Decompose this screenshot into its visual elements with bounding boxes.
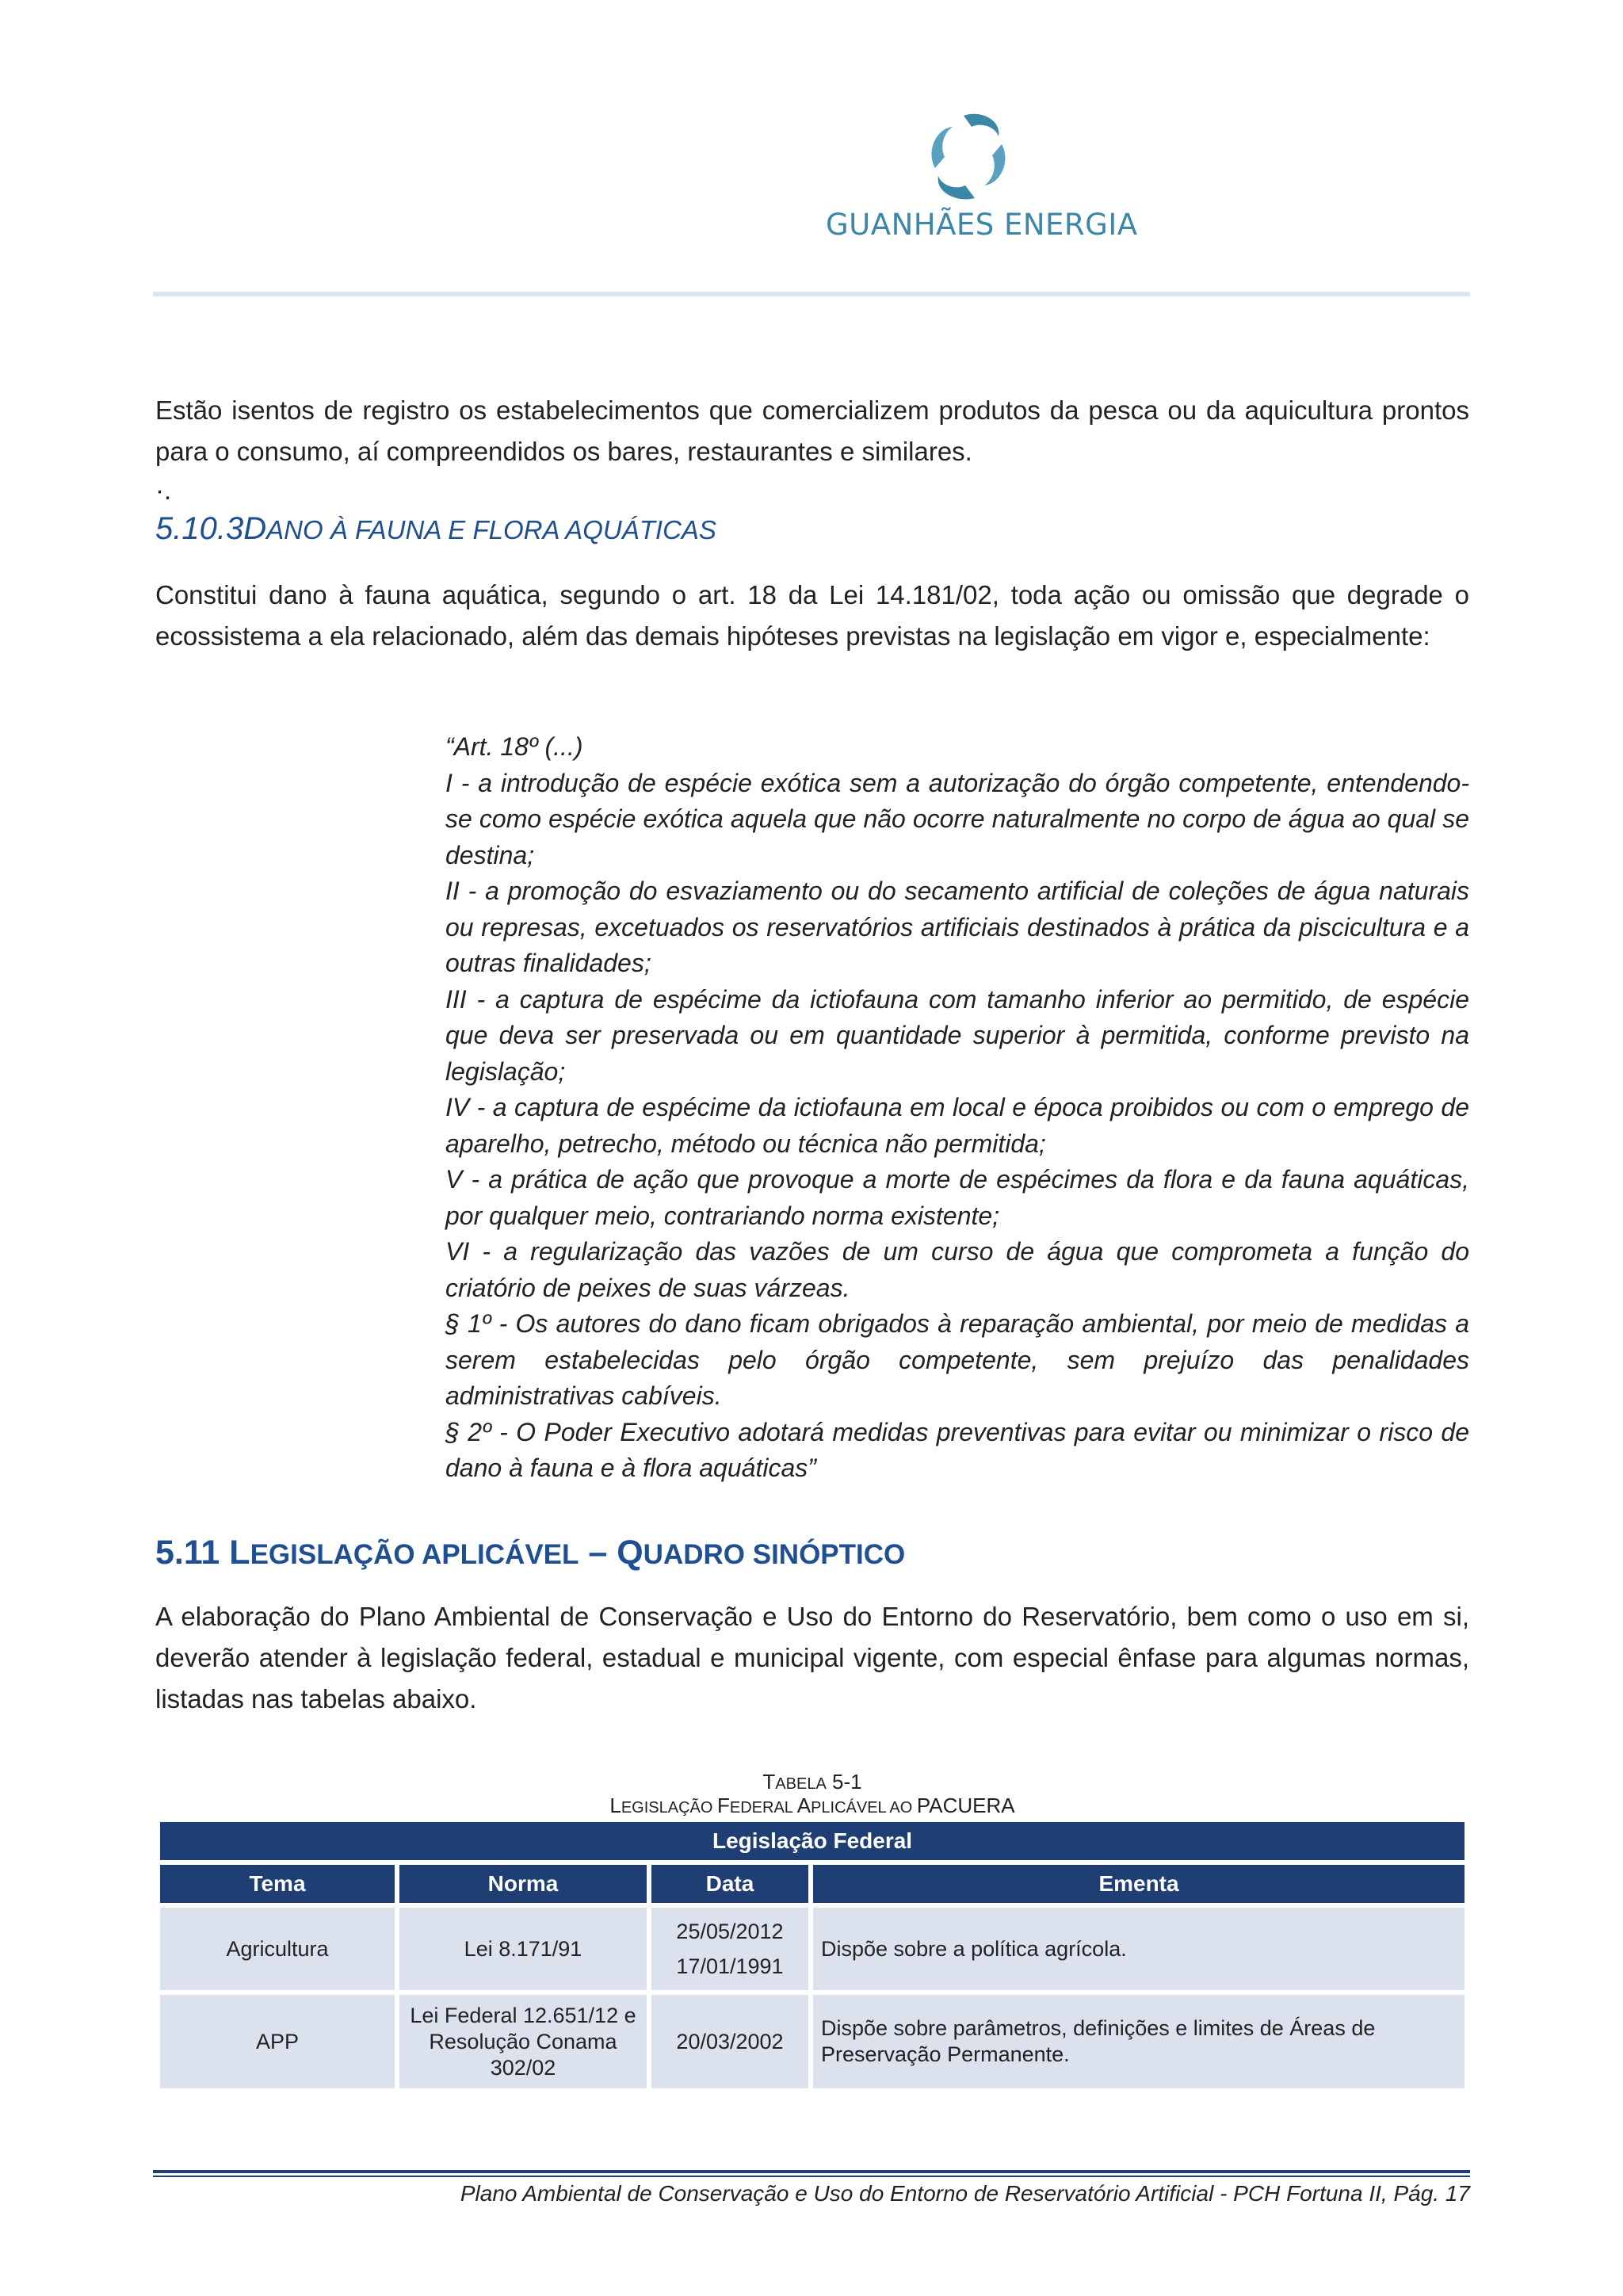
footer-divider-thin bbox=[153, 2176, 1470, 2177]
caption-letter: T bbox=[762, 1770, 776, 1794]
cell-norma: Lei 8.171/91 bbox=[399, 1908, 647, 1990]
intro-text: Estão isentos de registro os estabelecimentos que comercializem produtos da pesca ou da aquicultura prontos para o consumo, aí compreendidos os bares, restaurantes e similares. bbox=[155, 395, 1469, 466]
title-dash: – bbox=[579, 1534, 617, 1572]
table-row bbox=[160, 1908, 1465, 1990]
caption-acronym: PACUERA bbox=[916, 1794, 1015, 1817]
cell-data: 20/03/2002 bbox=[651, 1995, 808, 2088]
section-number: 5.10.3 bbox=[155, 511, 244, 546]
intro-paragraph bbox=[155, 390, 1469, 472]
column-header-ementa: Ementa bbox=[813, 1865, 1465, 1903]
caption-letter: L bbox=[609, 1794, 621, 1817]
caption-letter: F bbox=[716, 1794, 730, 1817]
caption-number: 5-1 bbox=[826, 1770, 862, 1794]
date-2: 17/01/1991 bbox=[676, 1954, 784, 1978]
table-caption-title bbox=[155, 1794, 1469, 1818]
quote-line: § 1º - Os autores do dano ficam obrigados à reparação ambiental, por meio de medidas a serem estabelecidas pelo órgão competente, sem prejuízo das penalidades administrativas cabíveis. bbox=[445, 1309, 1469, 1410]
law-quote bbox=[445, 729, 1469, 1487]
table-row bbox=[160, 1995, 1465, 2088]
cell-data bbox=[651, 1908, 808, 1990]
column-header-data: Data bbox=[651, 1865, 808, 1903]
caption-small-caps: ABELA bbox=[775, 1775, 827, 1793]
quote-line: V - a prática de ação que provoque a morte de espécimes da flora e da fauna aquáticas, por qualquer meio, contrariando norma existente; bbox=[445, 1165, 1469, 1230]
section-title-rest: ANO À FAUNA E FLORA AQUÁTICAS bbox=[266, 515, 716, 544]
quote-line: I - a introdução de espécie exótica sem a autorização do órgão competente, entendendo-se como espécie exótica aquela que não ocorre naturalmente no corpo de água ao qual se destina; bbox=[445, 768, 1469, 869]
logo-text: GUANHÃES ENERGIA bbox=[826, 208, 1138, 242]
cell-ementa: Dispõe sobre parâmetros, definições e limites de Áreas de Preservação Permanente. bbox=[813, 1995, 1465, 2088]
caption-small-caps: EGISLAÇÃO bbox=[621, 1799, 717, 1817]
quote-line: II - a promoção do esvaziamento ou do secamento artificial de coleções de água naturais ou represas, excetuados os reservatórios artificiais destinados à prática da piscicultura e a outras finalidades; bbox=[445, 877, 1469, 977]
section-heading-5-10-3 bbox=[155, 511, 716, 547]
logo-swirl-icon bbox=[926, 109, 1013, 204]
caption-small-caps: EDERAL bbox=[729, 1799, 797, 1817]
caption-letter: A bbox=[796, 1794, 812, 1817]
title-initial-1: L bbox=[229, 1534, 250, 1572]
section-5-10-3-paragraph bbox=[155, 575, 1469, 657]
paragraph-text: A elaboração do Plano Ambiental de Conservação e Uso do Entorno do Reservatório, bem como o uso em si, deverão atender à legislação federal, estadual e municipal vigente, com especial ênfase para algumas normas, listadas nas tabelas abaixo. bbox=[155, 1602, 1469, 1713]
cell-tema: APP bbox=[160, 1995, 395, 2088]
title-rest-2: UADRO SINÓPTICO bbox=[643, 1539, 906, 1570]
table-caption-number bbox=[155, 1770, 1469, 1794]
title-initial-2: Q bbox=[617, 1534, 643, 1572]
header-divider bbox=[153, 292, 1470, 296]
title-rest-1: EGISLAÇÃO APLICÁVEL bbox=[250, 1539, 579, 1570]
stray-punctuation: ·. bbox=[155, 476, 172, 505]
quote-line: § 2º - O Poder Executivo adotará medidas preventivas para evitar ou minimizar o risco de dano à fauna e à flora aquáticas” bbox=[445, 1417, 1469, 1482]
quote-line: IV - a captura de espécime da ictiofauna em local e época proibidos ou com o emprego de aparelho, petrecho, método ou técnica não permitida; bbox=[445, 1093, 1469, 1158]
column-header-norma: Norma bbox=[399, 1865, 647, 1903]
table-group-header: Legislação Federal bbox=[160, 1822, 1465, 1860]
footer-divider bbox=[153, 2170, 1470, 2173]
quote-line: III - a captura de espécime da ictiofauna com tamanho inferior ao permitido, de espécie que deva ser preservada ou em quantidade superior à permitida, conforme previsto na legislação; bbox=[445, 984, 1469, 1086]
cell-tema: Agricultura bbox=[160, 1908, 395, 1990]
section-title-initial: D bbox=[243, 511, 267, 546]
cell-ementa: Dispõe sobre a política agrícola. bbox=[813, 1908, 1465, 1990]
quote-line: VI - a regularização das vazões de um curso de água que comprometa a função do criatório de peixes de suas várzeas. bbox=[445, 1237, 1469, 1302]
paragraph-text: Constitui dano à fauna aquática, segundo o art. 18 da Lei 14.181/02, toda ação ou omissão que degrade o ecossistema a ela relacionado, além das demais hipóteses previstas na legislação em vigor e, especialmente: bbox=[155, 580, 1469, 651]
table-group-header-row bbox=[160, 1822, 1465, 1860]
quote-line: “Art. 18º (...) bbox=[445, 732, 583, 761]
date-1: 25/05/2012 bbox=[676, 1920, 784, 1943]
company-logo bbox=[816, 109, 1138, 252]
caption-small-caps: PLICÁVEL AO bbox=[811, 1799, 917, 1817]
section-heading-5-11 bbox=[155, 1534, 905, 1572]
cell-norma: Lei Federal 12.651/12 e Resolução Conama 302/02 bbox=[399, 1995, 647, 2088]
page-footer: Plano Ambiental de Conservação e Uso do Entorno de Reservatório Artificial - PCH Fortuna II, Pág. 17 bbox=[460, 2181, 1470, 2206]
section-number: 5.11 bbox=[155, 1534, 220, 1572]
table-header-row bbox=[160, 1865, 1465, 1903]
column-header-tema: Tema bbox=[160, 1865, 395, 1903]
legislation-table bbox=[155, 1817, 1469, 2093]
section-5-11-paragraph bbox=[155, 1596, 1469, 1720]
